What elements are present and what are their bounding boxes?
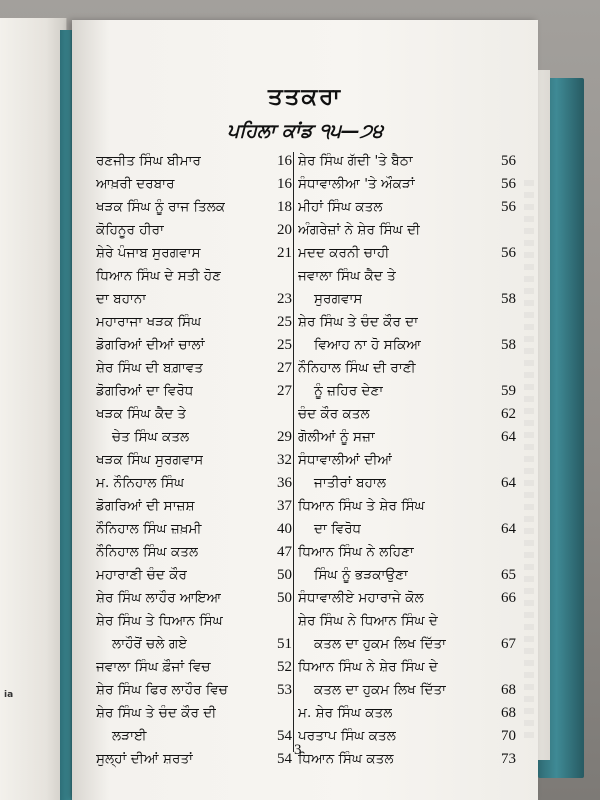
- toc-entry-title: ਸਿੰਘ ਨੂੰ ਭੜਕਾਉਣਾ: [314, 567, 408, 583]
- toc-entry-title: ਆਖ਼ਰੀ ਦਰਬਾਰ: [96, 176, 175, 192]
- toc-entry: [96, 242, 292, 265]
- toc-entry: [298, 679, 516, 702]
- toc-entry: [298, 610, 516, 633]
- toc-entry-title: ਜਵਾਲਾ ਸਿੰਘ ਕੈਦ ਤੇ: [298, 268, 396, 284]
- toc-entry: [298, 495, 516, 518]
- toc-entry-title: ਚੇਤ ਸਿੰਘ ਕਤਲ: [112, 429, 190, 445]
- toc-entry-title: ਦਾ ਬਹਾਨਾ: [96, 291, 147, 307]
- toc-entry-title: ਮਹਾਰਾਜਾ ਖੜਕ ਸਿੰਘ: [96, 314, 202, 330]
- toc-entry-page: 58: [501, 337, 516, 353]
- toc-entry-page: 40: [277, 521, 292, 537]
- toc-entry-page: 53: [277, 682, 292, 698]
- toc-entry-page: 27: [277, 383, 292, 399]
- toc-entry: [298, 219, 516, 242]
- toc-entry-title: ਖੜਕ ਸਿੰਘ ਸੁਰਗਵਾਸ: [96, 452, 204, 468]
- toc-entry-title: ਕੋਹਿਨੂਰ ਹੀਰਾ: [96, 222, 164, 238]
- toc-entry-title: ਰਣਜੀਤ ਸਿੰਘ ਬੀਮਾਰ: [96, 153, 201, 169]
- toc-entry-page: 56: [501, 199, 516, 215]
- right-contents-column: [298, 150, 516, 771]
- toc-entry-title: ਮਦਦ ਕਰਨੀ ਚਾਹੀ: [298, 245, 390, 261]
- toc-entry-title: ਕਤਲ ਦਾ ਹੁਕਮ ਲਿਖ ਦਿੱਤਾ: [314, 636, 447, 652]
- toc-entry: [96, 656, 292, 679]
- toc-entry-page: 51: [277, 636, 292, 652]
- toc-entry: [96, 426, 292, 449]
- toc-entry-page: 68: [501, 705, 516, 721]
- toc-entry: [96, 564, 292, 587]
- toc-entry: [96, 219, 292, 242]
- toc-entry-title: ਨੂੰ ਜ਼ਹਿਰ ਦੇਣਾ: [314, 383, 384, 399]
- toc-entry: [96, 196, 292, 219]
- toc-entry-title: ਧਿਆਨ ਸਿੰਘ ਦੇ ਸਤੀ ਹੋਣ: [96, 268, 222, 284]
- toc-entry-page: 21: [277, 245, 292, 261]
- toc-entry-page: 64: [501, 521, 516, 537]
- toc-entry: [298, 702, 516, 725]
- toc-entry-title: ਸ਼ੇਰ ਸਿੰਘ ਤੇ ਧਿਆਨ ਸਿੰਘ: [96, 613, 223, 629]
- toc-entry-title: ਮ. ਨੌਨਿਹਾਲ ਸਿੰਘ: [96, 475, 185, 491]
- toc-entry-title: ਸੰਧਾਵਾਲੀਏ ਮਹਾਰਾਜੇ ਕੋਲ: [298, 590, 424, 606]
- toc-entry-title: ਮ. ਸ਼ੇਰ ਸਿੰਘ ਕਤਲ: [298, 705, 393, 721]
- toc-entry: [298, 656, 516, 679]
- toc-entry-page: 66: [501, 590, 516, 606]
- toc-entry-page: 65: [501, 567, 516, 583]
- toc-entry: [96, 518, 292, 541]
- toc-entry-page: 62: [501, 406, 516, 422]
- toc-entry: [298, 403, 516, 426]
- toc-entry: [298, 265, 516, 288]
- toc-entry-page: 67: [501, 636, 516, 652]
- toc-entry-page: 29: [277, 429, 292, 445]
- toc-entry-page: 59: [501, 383, 516, 399]
- page-bleed-through: [524, 180, 534, 740]
- toc-entry: [96, 173, 292, 196]
- toc-entry-page: 58: [501, 291, 516, 307]
- toc-entry: [298, 449, 516, 472]
- toc-entry-page: 64: [501, 475, 516, 491]
- toc-entry: [96, 748, 292, 771]
- toc-entry: [96, 495, 292, 518]
- toc-entry-page: 56: [501, 153, 516, 169]
- toc-entry-page: 70: [501, 728, 516, 744]
- toc-entry-page: 47: [277, 544, 292, 560]
- toc-entry-title: ਸ਼ੇਰ ਸਿੰਘ ਦੀ ਬਗ਼ਾਵਤ: [96, 360, 204, 376]
- toc-entry-title: ਸੁਰਗਵਾਸ: [314, 291, 363, 307]
- toc-entry-title: ਮੀਹਾਂ ਸਿੰਘ ਕਤਲ: [298, 199, 383, 215]
- toc-entry: [298, 173, 516, 196]
- toc-entry-page: 50: [277, 590, 292, 606]
- contents-page: [72, 20, 538, 800]
- toc-entry-page: 56: [501, 245, 516, 261]
- toc-entry-page: 52: [277, 659, 292, 675]
- toc-entry: [298, 380, 516, 403]
- toc-entry-title: ਧਿਆਨ ਸਿੰਘ ਕਤਲ: [298, 751, 394, 767]
- toc-entry: [96, 150, 292, 173]
- toc-entry: [298, 426, 516, 449]
- toc-entry: [96, 334, 292, 357]
- toc-entry-title: ਨੌਨਿਹਾਲ ਸਿੰਘ ਕਤਲ: [96, 544, 199, 560]
- toc-entry-page: 25: [277, 337, 292, 353]
- toc-entry-title: ਧਿਆਨ ਸਿੰਘ ਤੇ ਸ਼ੇਰ ਸਿੰਘ: [298, 498, 425, 514]
- left-contents-column: [96, 150, 292, 771]
- toc-entry-title: ਦਾ ਵਿਰੋਧ: [314, 521, 362, 537]
- toc-entry: [96, 357, 292, 380]
- toc-entry-page: 23: [277, 291, 292, 307]
- section-subtitle: ਪਹਿਲਾ ਕਾਂਡ ੧੫—੭੪: [227, 120, 383, 142]
- toc-entry-title: ਸ਼ੇਰ ਸਿੰਘ ਤੇ ਚੰਦ ਕੌਰ ਦੀ: [96, 705, 217, 721]
- toc-entry: [96, 288, 292, 311]
- toc-entry: [96, 633, 292, 656]
- toc-entry-title: ਡੋਗਰਿਆਂ ਦੀਆਂ ਚਾਲਾਂ: [96, 337, 205, 353]
- toc-entry-title: ਸ਼ੇਰ ਸਿੰਘ ਨੇ ਧਿਆਨ ਸਿੰਘ ਦੇ: [298, 613, 438, 629]
- toc-entry-title: ਧਿਆਨ ਸਿੰਘ ਨੇ ਸ਼ੇਰ ਸਿੰਘ ਦੇ: [298, 659, 438, 675]
- toc-entry-page: 27: [277, 360, 292, 376]
- toc-entry-title: ਸ਼ੇਰ ਸਿੰਘ ਫਿਰ ਲਾਹੌਰ ਵਿਚ: [96, 682, 228, 698]
- toc-entry-page: 73: [501, 751, 516, 767]
- toc-entry-title: ਜਵਾਲਾ ਸਿੰਘ ਫ਼ੌਜਾਂ ਵਿਚ: [96, 659, 211, 675]
- toc-entry: [96, 587, 292, 610]
- left-page: [0, 18, 67, 800]
- toc-entry: [298, 633, 516, 656]
- toc-entry: [96, 472, 292, 495]
- toc-entry: [96, 541, 292, 564]
- toc-entry: [298, 725, 516, 748]
- toc-entry-page: 50: [277, 567, 292, 583]
- toc-entry-page: 64: [501, 429, 516, 445]
- toc-entry: [96, 380, 292, 403]
- toc-entry: [298, 288, 516, 311]
- toc-entry-title: ਖੜਕ ਸਿੰਘ ਨੂੰ ਰਾਜ ਤਿਲਕ: [96, 199, 226, 215]
- toc-entry: [298, 564, 516, 587]
- toc-entry: [298, 242, 516, 265]
- toc-entry: [96, 449, 292, 472]
- toc-entry-title: ਕਤਲ ਦਾ ਹੁਕਮ ਲਿਖ ਦਿੱਤਾ: [314, 682, 447, 698]
- toc-entry-title: ਸੰਧਾਵਾਲੀਆ 'ਤੇ ਔਕੜਾਂ: [298, 176, 415, 192]
- toc-entry-page: 25: [277, 314, 292, 330]
- toc-entry-page: 18: [277, 199, 292, 215]
- toc-entry-title: ਲੜਾਈ: [112, 728, 147, 744]
- toc-entry-title: ਡੋਗਰਿਆਂ ਦਾ ਵਿਰੋਧ: [96, 383, 194, 399]
- toc-entry: [96, 311, 292, 334]
- left-page-fragment: ia: [4, 690, 14, 700]
- toc-entry-page: 54: [277, 728, 292, 744]
- toc-entry-page: 56: [501, 176, 516, 192]
- toc-entry: [298, 518, 516, 541]
- toc-entry-title: ਸੁਲ੍ਹਾਂ ਦੀਆਂ ਸ਼ਰਤਾਂ: [96, 751, 194, 767]
- toc-entry: [298, 748, 516, 771]
- toc-entry-page: 16: [277, 176, 292, 192]
- toc-entry-page: 37: [277, 498, 292, 514]
- toc-entry-title: ਧਿਆਨ ਸਿੰਘ ਨੇ ਲਹਿਣਾ: [298, 544, 414, 560]
- toc-entry-title: ਸੰਧਾਵਾਲੀਆਂ ਦੀਆਂ: [298, 452, 393, 468]
- toc-entry: [298, 196, 516, 219]
- toc-entry-title: ਪਰਤਾਪ ਸਿੰਘ ਕਤਲ: [298, 728, 396, 744]
- toc-entry: [96, 725, 292, 748]
- toc-entry: [298, 311, 516, 334]
- toc-entry: [298, 541, 516, 564]
- page-title: ਤਤਕਰਾ: [268, 84, 342, 110]
- toc-entry-title: ਵਿਆਹ ਨਾ ਹੋ ਸਕਿਆ: [314, 337, 422, 353]
- toc-entry-title: ਸ਼ੇਰ ਸਿੰਘ ਤੇ ਚੰਦ ਕੌਰ ਦਾ: [298, 314, 419, 330]
- toc-entry-title: ਡੋਗਰਿਆਂ ਦੀ ਸਾਜ਼ਸ਼: [96, 498, 195, 514]
- toc-entry-page: 32: [277, 452, 292, 468]
- toc-entry-title: ਨੌਨਿਹਾਲ ਸਿੰਘ ਦੀ ਰਾਣੀ: [298, 360, 416, 376]
- column-divider: [293, 152, 294, 752]
- toc-entry-page: 20: [277, 222, 292, 238]
- toc-entry-title: ਮਹਾਰਾਣੀ ਚੰਦ ਕੌਰ: [96, 567, 187, 583]
- toc-entry: [96, 265, 292, 288]
- toc-entry-title: ਸ਼ੇਰੇ ਪੰਜਾਬ ਸੁਰਗਵਾਸ: [96, 245, 201, 261]
- toc-entry-title: ਲਾਹੌਰੋਂ ਚਲੇ ਗਏ: [112, 636, 188, 652]
- toc-entry: [298, 472, 516, 495]
- toc-entry-title: ਖੜਕ ਸਿੰਘ ਕੈਦ ਤੇ: [96, 406, 187, 422]
- toc-entry-title: ਨੌਨਿਹਾਲ ਸਿੰਘ ਜ਼ਖ਼ਮੀ: [96, 521, 202, 537]
- toc-entry-page: 36: [277, 475, 292, 491]
- toc-entry: [298, 334, 516, 357]
- toc-entry-page: 54: [277, 751, 292, 767]
- toc-entry-title: ਸ਼ੇਰ ਸਿੰਘ ਗੱਦੀ 'ਤੇ ਬੈਠਾ: [298, 153, 413, 169]
- toc-entry: [96, 403, 292, 426]
- toc-entry-page: 16: [277, 153, 292, 169]
- toc-entry-title: ਚੰਦ ਕੌਰ ਕਤਲ: [298, 406, 370, 422]
- toc-entry: [298, 357, 516, 380]
- toc-entry: [298, 587, 516, 610]
- toc-entry-title: ਅੰਗਰੇਜ਼ਾਂ ਨੇ ਸ਼ੇਰ ਸਿੰਘ ਦੀ: [298, 222, 421, 238]
- toc-entry-title: ਸ਼ੇਰ ਸਿੰਘ ਲਾਹੌਰ ਆਇਆ: [96, 590, 222, 606]
- toc-entry: [96, 679, 292, 702]
- toc-entry-page: 68: [501, 682, 516, 698]
- toc-entry: [96, 610, 292, 633]
- toc-entry-title: ਜਾਤੀਰਾਂ ਬਹਾਲ: [314, 475, 387, 491]
- page-number: 3: [294, 742, 302, 758]
- toc-entry: [298, 150, 516, 173]
- toc-entry-title: ਗੋਲੀਆਂ ਨੂੰ ਸਜ਼ਾ: [298, 429, 375, 445]
- toc-entry: [96, 702, 292, 725]
